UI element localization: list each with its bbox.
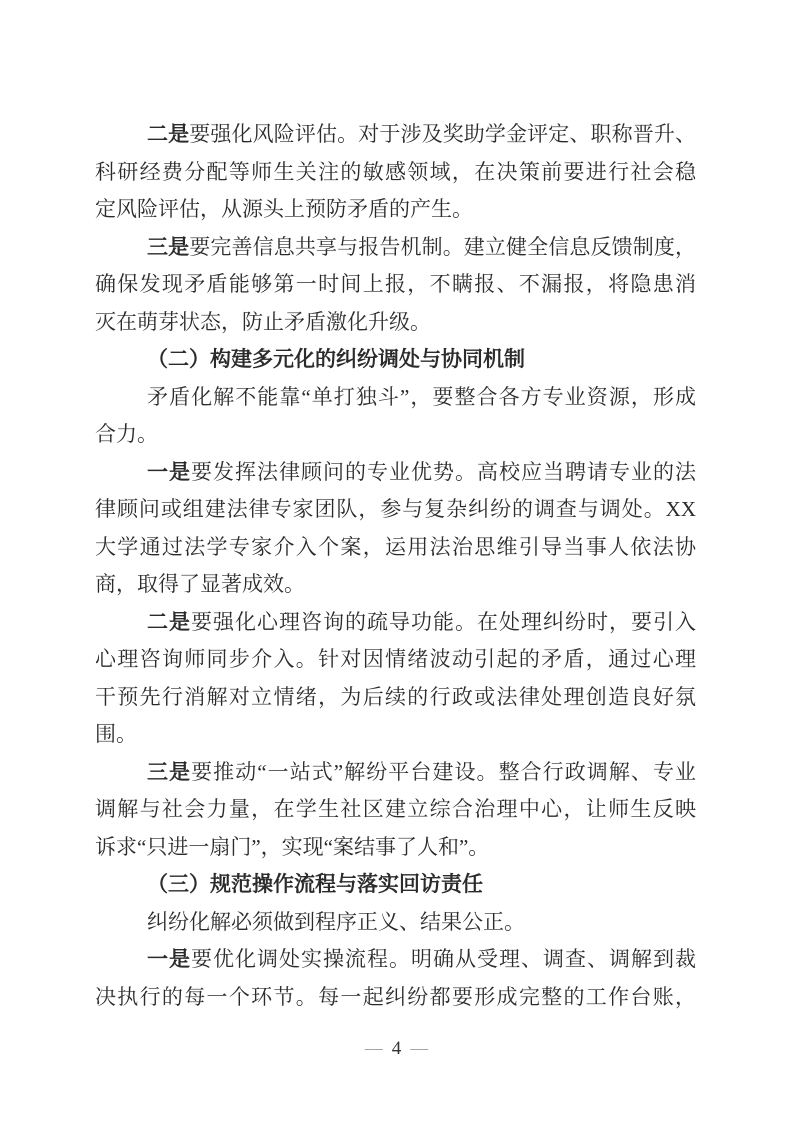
line-text: 要强化风险评估。对于涉及奖助学金评定、职称晋升、 (189, 122, 697, 146)
paragraph-line (95, 941, 696, 979)
paragraph-line (95, 229, 696, 267)
line-text: 要发挥法律顾问的专业优势。高校应当聘请专业的法 (191, 459, 696, 484)
section-heading: （三）规范操作流程与落实回访责任 (147, 872, 483, 896)
document-body (95, 116, 696, 1016)
paragraph-line (95, 754, 696, 792)
paragraph-line: 干预先行消解对立情绪，为后续的行政或法律处理创造良好氛 (95, 684, 696, 709)
paragraph-line: 心理咨询师同步介入。针对因情绪波动引起的矛盾，通过心理 (95, 647, 696, 671)
paragraph-lead: 二是 (147, 609, 191, 634)
line-text: 要优化调处实操流程。明确从受理、调查、调解到裁 (191, 947, 696, 971)
paragraph-line: 商，取得了显著成效。 (95, 572, 305, 596)
paragraph-line (95, 604, 696, 642)
section-heading: （二）构建多元化的纠纷调处与协同机制 (147, 347, 525, 371)
paragraph-line: 科研经费分配等师生关注的敏感领域，在决策前要进行社会稳 (95, 159, 696, 184)
paragraph-line: 灭在萌芽状态，防止矛盾激化升级。 (95, 309, 431, 334)
page-footer (0, 1036, 793, 1061)
paragraph-line (95, 454, 696, 492)
paragraph-lead: 一是 (147, 947, 191, 971)
paragraph-line: 确保发现矛盾能够第一时间上报，不瞒报、不漏报，将隐患消 (95, 272, 696, 296)
paragraph-lead: 三是 (147, 759, 192, 784)
paragraph-lead: 一是 (147, 459, 191, 484)
paragraph-lead: 三是 (147, 234, 190, 259)
footer-dash-right: — (410, 1038, 429, 1058)
paragraph-line: 诉求“只进一扇门”，实现“案结事了人和”。 (95, 834, 490, 859)
line-text: 要强化心理咨询的疏导功能。在处理纠纷时，要引入 (191, 609, 696, 634)
paragraph-line: 律顾问或组建法律专家团队，参与复杂纠纷的调查与调处。XX (95, 497, 696, 521)
paragraph-lead: 二是 (147, 122, 190, 146)
paragraph-line: 定风险评估，从源头上预防矛盾的产生。 (95, 197, 473, 221)
paragraph-line: 决执行的每一个环节。每一起纠纷都要形成完整的工作台账， (95, 984, 696, 1009)
paragraph-line: 合力。 (95, 422, 158, 446)
paragraph-line: 围。 (95, 722, 137, 746)
paragraph-line: 大学通过法学专家介入个案，运用法治思维引导当事人依法协 (95, 534, 696, 559)
footer-dash-left: — (364, 1038, 383, 1058)
line-text: 要完善信息共享与报告机制。建立健全信息反馈制度， (189, 234, 697, 259)
page-number: 4 (391, 1038, 402, 1059)
paragraph-line: 矛盾化解不能靠“单打独斗”，要整合各方专业资源，形成 (147, 384, 696, 409)
paragraph-line: 纠纷化解必须做到程序正义、结果公正。 (147, 909, 525, 934)
paragraph-line (95, 116, 696, 154)
paragraph-line: 调解与社会力量，在学生社区建立综合治理中心，让师生反映 (95, 797, 696, 821)
line-text: 要推动“一站式”解纷平台建设。整合行政调解、专业 (191, 759, 696, 784)
